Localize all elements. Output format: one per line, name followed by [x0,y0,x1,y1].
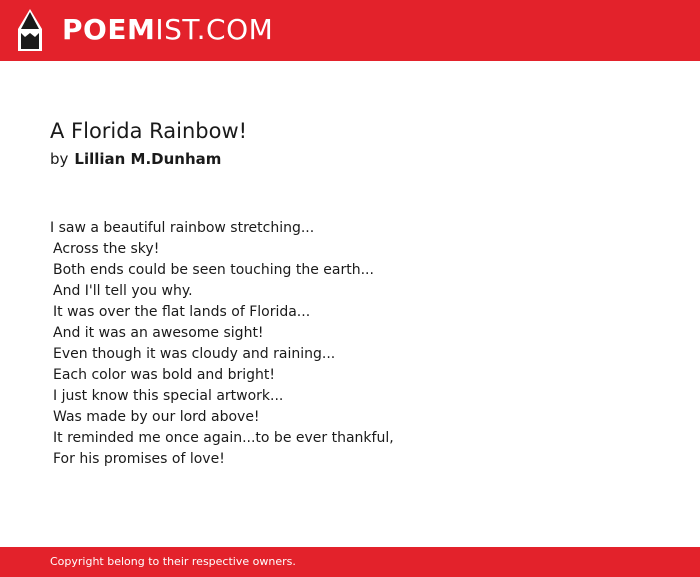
site-footer [0,547,700,577]
by-label: by [50,150,69,168]
poem-title: A Florida Rainbow! [50,119,248,143]
site-header [0,0,700,61]
logo-bold-text: POEM [62,13,156,46]
byline [50,148,221,170]
poem-line: For his promises of love! [53,451,225,467]
copyright-text: Copyright belong to their respective owners. [50,555,296,568]
poem-line: It reminded me once again...to be ever thankful, [53,430,394,446]
poem-line: Both ends could be seen touching the earth... [53,262,374,278]
poem-line: Was made by our lord above! [53,409,260,425]
logo-light-text: IST.COM [155,13,274,46]
author-name: Lillian M.Dunham [74,150,222,168]
site-logo[interactable] [62,12,273,48]
poem-line: I just know this special artwork... [53,388,284,404]
poem-line: Across the sky! [53,241,160,257]
poem-line: I saw a beautiful rainbow stretching... [50,220,315,236]
poem-line: And I'll tell you why. [53,283,193,299]
poem-line: And it was an awesome sight! [53,325,264,341]
poem-line: Even though it was cloudy and raining... [53,346,336,362]
pencil-icon[interactable] [17,9,43,52]
poem-body [50,218,394,470]
poem-line: It was over the flat lands of Florida... [53,304,311,320]
poem-line: Each color was bold and bright! [53,367,276,383]
